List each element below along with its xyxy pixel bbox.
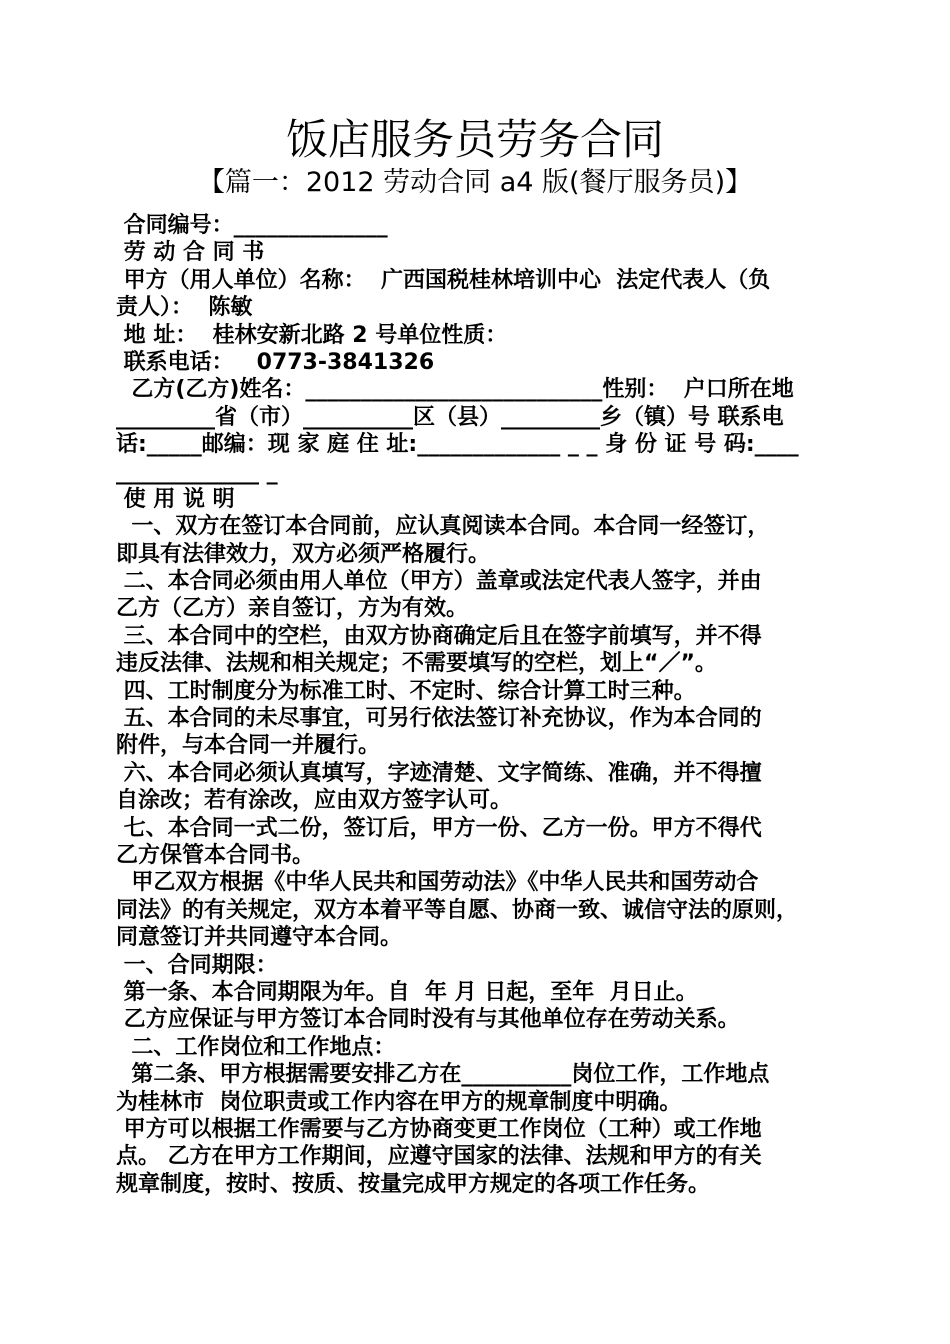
contract-line: 三、本合同中的空栏，由双方协商确定后且在签字前填写，并不得 xyxy=(116,623,762,649)
contract-line: 乙方（乙方）亲自签订，方为有效。 xyxy=(116,596,469,622)
contract-line: 甲乙双方根据《中华人民共和国劳动法》《中华人民共和国劳动合 xyxy=(116,870,759,896)
contract-line: 合同编号：______________ xyxy=(116,213,388,238)
contract-line: 同意签订并共同遵守本合同。 xyxy=(116,925,403,951)
document-subtitle: 【篇一：2012 劳动合同 a4 版(餐厅服务员)】 xyxy=(197,167,753,198)
contract-line: 甲方（用人单位）名称： 广西国税桂林培训中心 法定代表人（负 xyxy=(116,267,771,293)
contract-line: 一、双方在签订本合同前，应认真阅读本合同。本合同一经签订， xyxy=(116,514,770,540)
contract-line: 联系电话： 0773-3841326 xyxy=(116,349,435,375)
contract-line: _________省（市）__________区（县）_________乡（镇）号 联系电 xyxy=(116,404,784,430)
contract-line: 即具有法律效力，双方必须严格履行。 xyxy=(116,541,491,567)
contract-line: 乙方(乙方)姓名：___________________________性别： 户口所在地 xyxy=(116,377,794,403)
contract-line: 第一条、本合同期限为年。自 年 月 日起，至年 月日止。 xyxy=(116,979,698,1005)
contract-line: 甲方可以根据工作需要与乙方协商变更工作岗位（工种）或工作地 xyxy=(116,1116,762,1142)
contract-line: 自涂改；若有涂改，应由双方签字认可。 xyxy=(116,788,513,814)
contract-line: 一、合同期限： xyxy=(116,952,278,978)
contract-line: 规章制度，按时、按质、按量完成甲方规定的各项工作任务。 xyxy=(116,1171,711,1197)
contract-line: 点。 乙方在甲方工作期间，应遵守国家的法律、法规和甲方的有关 xyxy=(116,1144,762,1170)
contract-line: 二、工作岗位和工作地点： xyxy=(116,1034,396,1060)
contract-line: 同法》的有关规定，双方本着平等自愿、协商一致、诚信守法的原则， xyxy=(116,897,799,923)
contract-line: 乙方保管本合同书。 xyxy=(116,842,315,868)
contract-line: 使 用 说 明 xyxy=(116,486,235,512)
contract-line: 七、本合同一式二份，签订后，甲方一份、乙方一份。甲方不得代 xyxy=(116,815,762,841)
contract-line: 责人）： 陈敏 xyxy=(116,295,253,321)
contract-line: 第二条、甲方根据需要安排乙方在__________岗位工作，工作地点 xyxy=(116,1062,770,1088)
contract-line: 附件，与本合同一并履行。 xyxy=(116,733,381,759)
contract-line: 二、本合同必须由用人单位（甲方）盖章或法定代表人签字，并由 xyxy=(116,569,762,595)
contract-line: 五、本合同的未尽事宜，可另行依法签订补充协议，作为本合同的 xyxy=(116,706,762,732)
contract-line: 四、工时制度分为标准工时、不定时、综合计算工时三种。 xyxy=(116,678,696,704)
contract-body xyxy=(116,212,836,1198)
contract-line: 六、本合同必须认真填写，字迹清楚、文字简练、准确，并不得擅 xyxy=(116,760,762,786)
contract-line: 为桂林市 岗位职责或工作内容在甲方的规章制度中明确。 xyxy=(116,1089,682,1115)
contract-line: 话:_____邮编：现 家 庭 住 址:_____________ _ _ 身 份 证 号 码:____ xyxy=(116,432,799,458)
document-title: 饭店服务员劳务合同 xyxy=(285,115,664,164)
contract-line: 劳 动 合 同 书 xyxy=(116,240,265,266)
contract-line: _____________ _ xyxy=(116,459,278,485)
contract-line: 乙方应保证与甲方签订本合同时没有与其他单位存在劳动关系。 xyxy=(116,1007,740,1033)
contract-line: 违反法律、法规和相关规定；不需要填写的空栏，划上“／”。 xyxy=(116,651,717,677)
contract-line: 地 址： 桂林安新北路 2 号单位性质： xyxy=(116,322,508,348)
